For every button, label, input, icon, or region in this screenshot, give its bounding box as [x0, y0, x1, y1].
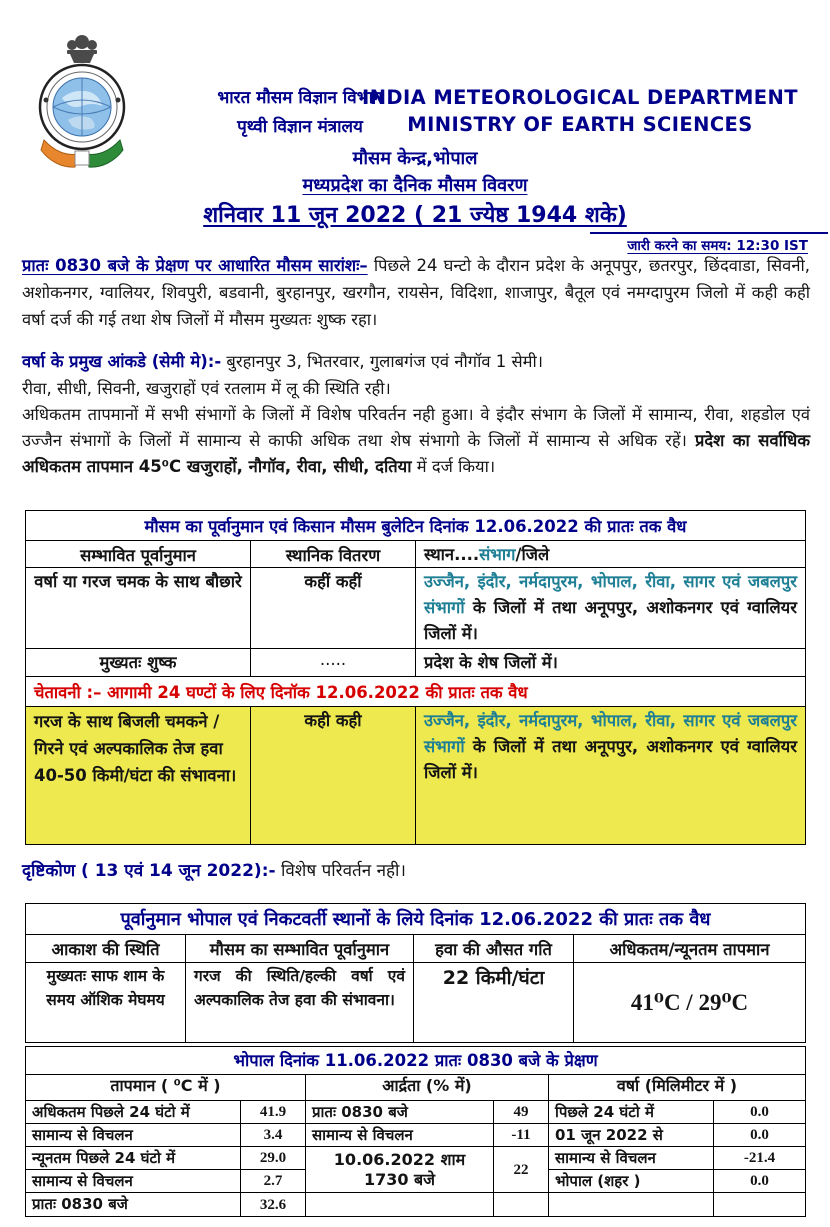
distribution-cell: कहीं कहीं: [251, 568, 416, 649]
weather-summary-paragraph: [22, 252, 810, 333]
area-cell: प्रदेश के शेष जिलों में।: [416, 649, 806, 677]
forecast-cell: मुख्यतः शुष्क: [26, 649, 251, 677]
temp-label: अधिकतम पिछले 24 घंटो में: [26, 1101, 241, 1124]
empty-cell: [494, 1193, 549, 1217]
observations-row: [26, 1193, 806, 1217]
max-min-temp-cell: 41⁰C / 29⁰C: [574, 963, 806, 1043]
empty-cell: [549, 1193, 714, 1217]
forecast-col-header: सम्भावित पूर्वानुमान: [26, 541, 251, 568]
humidity-evening-label: 10.06.2022 शाम 1730 बजे: [306, 1147, 494, 1193]
dept-english-line1: INDIA METEOROLOGICAL DEPARTMENT: [362, 86, 798, 109]
outlook-text: विशेष परिवर्तन नही।: [275, 861, 406, 881]
department-name-english: [352, 84, 808, 138]
temp-value: 41.9: [241, 1101, 306, 1124]
temps-header: अधिकतम/न्यूनतम तापमान: [574, 935, 806, 963]
humidity-evening-value: 22: [494, 1147, 549, 1193]
rainfall-figures-text: बुरहानपुर 3, भितरवार, गुलाबगंज एवं नौगॉव 1 सेमी।: [221, 352, 544, 371]
rainfall-value: 0.0: [714, 1101, 806, 1124]
heatwave-line: रीवा, सीधी, सिवनी, खजुराहों एवं रतलाम में लू की स्थिति रही।: [22, 379, 391, 398]
temp-label: सामान्य से विचलन: [26, 1124, 241, 1147]
dept-hindi-line2: पृथ्वी विज्ञान मंत्रालय: [237, 117, 363, 137]
temperature-text: अधिकतम तापमानों में सभी संभागों के जिलों में विशेष परिवर्तन नही हुआ। वे इंदौर संभाग के जिलों में सामान्य, रीवा, शहडोल एवं उज्जैन संभागों के जिलों में सामान्य से काफी अधिक तथा शेष संभागो के जिलों में सामान्य से अधिक रहें।: [22, 405, 810, 450]
forecast-row-showers: [26, 568, 806, 649]
warning-area-cell: उज्जैन, इंदौर, नर्मदापुरम, भोपाल, रीवा, सागर एवं जबलपुर संभागों के जिलों में तथा अनूपपुर, अशोकनगर एवं ग्वालियर जिलों में।: [416, 707, 806, 845]
outlook-label: दृष्टिकोण ( 13 एवं 14 जून 2022):-: [22, 861, 276, 881]
rainfall-figures-line: [22, 348, 810, 375]
rainfall-value: 0.0: [714, 1170, 806, 1193]
temperature-paragraph: [22, 402, 810, 480]
temperature-section-header: तापमान ( ⁰C में ): [26, 1075, 306, 1101]
temp-label: प्रातः 0830 बजे: [26, 1193, 241, 1217]
forecast-header: मौसम का सम्भावित पूर्वानुमान: [186, 935, 414, 963]
warning-title: चेतावनी :– आगामी 24 घण्टों के लिए दिनॉक 12.06.2022 की प्रातः तक वैध: [26, 677, 806, 707]
area-cell: उज्जैन, इंदौर, नर्मदापुरम, भोपाल, रीवा, सागर एवं जबलपुर संभागों के जिलों में तथा अनूपपुर, अशोकनगर एवं ग्वालियर जिलों में।: [416, 568, 806, 649]
observations-table: [25, 1046, 806, 1217]
dept-english-line2: MINISTRY OF EARTH SCIENCES: [407, 113, 753, 136]
rainfall-figures-label: वर्षा के प्रमुख आंकडे (सेमी मे):-: [22, 352, 222, 371]
observations-row: [26, 1101, 806, 1124]
sky-condition-cell: मुख्यतः साफ शाम के समय ऑशिक मेघमय: [26, 963, 186, 1043]
issue-time: जारी करने का समय: 12:30 IST: [627, 238, 808, 254]
forecast-row-dry: [26, 649, 806, 677]
warning-distribution-cell: कही कही: [251, 707, 416, 845]
rainfall-label: सामान्य से विचलन: [549, 1147, 714, 1170]
wind-speed-cell: 22 किमी/घंटा: [414, 963, 574, 1043]
bhopal-forecast-title: पूर्वानुमान भोपाल एवं निकटवर्ती स्थानों के लिये दिनांक 12.06.2022 की प्रातः तक वैध: [26, 904, 806, 935]
humidity-value: -11: [494, 1124, 549, 1147]
rainfall-label: 01 जून 2022 से: [549, 1124, 714, 1147]
forecast-table: [25, 510, 806, 845]
divider-rule: [590, 232, 828, 234]
distribution-cell: .....: [251, 649, 416, 677]
outlook-line: [22, 858, 810, 881]
humidity-section-header: आर्द्रता (% में): [306, 1075, 549, 1101]
temperature-tail: में दर्ज किया।: [411, 457, 496, 476]
temp-value: 3.4: [241, 1124, 306, 1147]
distribution-col-header: स्थानिक वितरण: [251, 541, 416, 568]
observations-row: [26, 1124, 806, 1147]
humidity-value: 49: [494, 1101, 549, 1124]
location-col-header: स्थान....संभाग/जिले: [416, 541, 806, 568]
rainfall-label: पिछले 24 घंटो में: [549, 1101, 714, 1124]
rainfall-value: -21.4: [714, 1147, 806, 1170]
forecast-cell: वर्षा या गरज चमक के साथ बौछारे: [26, 568, 251, 649]
warning-forecast-cell: गरज के साथ बिजली चमकने / गिरने एवं अल्पकालिक तेज हवा 40-50 किमी/घंटा की संभावना।: [26, 707, 251, 845]
temp-value: 32.6: [241, 1193, 306, 1217]
forecast-cell: गरज की स्थिति/हल्की वर्षा एवं अल्पकालिक तेज हवा की संभावना।: [186, 963, 414, 1043]
temp-label: न्यूनतम पिछले 24 घंटो में: [26, 1147, 241, 1170]
empty-cell: [306, 1193, 494, 1217]
forecast-table-title: मौसम का पूर्वानुमान एवं किसान मौसम बुलेटिन दिनांक 12.06.2022 की प्रातः तक वैध: [26, 511, 806, 541]
observations-title: भोपाल दिनांक 11.06.2022 प्रातः 0830 बजे के प्रेक्षण: [26, 1047, 806, 1075]
wind-header: हवा की औसत गति: [414, 935, 574, 963]
rainfall-value: 0.0: [714, 1124, 806, 1147]
temp-value: 29.0: [241, 1147, 306, 1170]
warning-row: [26, 707, 806, 845]
bhopal-forecast-table: [25, 903, 806, 1043]
weather-center-name: मौसम केन्द्र,भोपाल: [352, 148, 478, 169]
humidity-label: प्रातः 0830 बजे: [306, 1101, 494, 1124]
humidity-label: सामान्य से विचलन: [306, 1124, 494, 1147]
rainfall-section-header: वर्षा (मिलिमीटर में ): [549, 1075, 806, 1101]
bulletin-title: मध्यप्रदेश का दैनिक मौसम विवरण: [302, 175, 528, 196]
sky-header: आकाश की स्थिति: [26, 935, 186, 963]
temp-label: सामान्य से विचलन: [26, 1170, 241, 1193]
observations-row: [26, 1147, 806, 1170]
summary-text: पिछले 24 घन्टो के दौरान प्रदेश के अनूपपुर, छतरपुर, छिंदवाडा, सिवनी, अशोकनगर, ग्वालियर, शिवपुरी, बडवानी, बुरहानपुर, खरगौन, रायसेन, विदिशा, शाजापुर, बैतूल एवं नमग्दापुरम जिलो में कही कही वर्षा दर्ज की गई तथा शेष जिलों में मौसम मुख्यतः शुष्क रहा।: [22, 256, 810, 329]
empty-cell: [714, 1193, 806, 1217]
summary-label: प्रातः 0830 बजे के प्रेक्षण पर आधारित मौसम सारांशः–: [22, 256, 368, 275]
dept-hindi-line1: भारत मौसम विज्ञान विभाग: [217, 88, 383, 108]
temp-value: 2.7: [241, 1170, 306, 1193]
bulletin-date: शनिवार 11 जून 2022 ( 21 ज्येष्ठ 1944 शके): [203, 203, 627, 228]
bhopal-forecast-row: [26, 963, 806, 1043]
max-temp-highlight: प्रदेश का सर्वाधिक अधिकतम तापमान 45⁰C खजुराहों, नौगॉव, रीवा, सीधी, दतिया: [22, 431, 810, 476]
rainfall-label: भोपाल (शहर ): [549, 1170, 714, 1193]
